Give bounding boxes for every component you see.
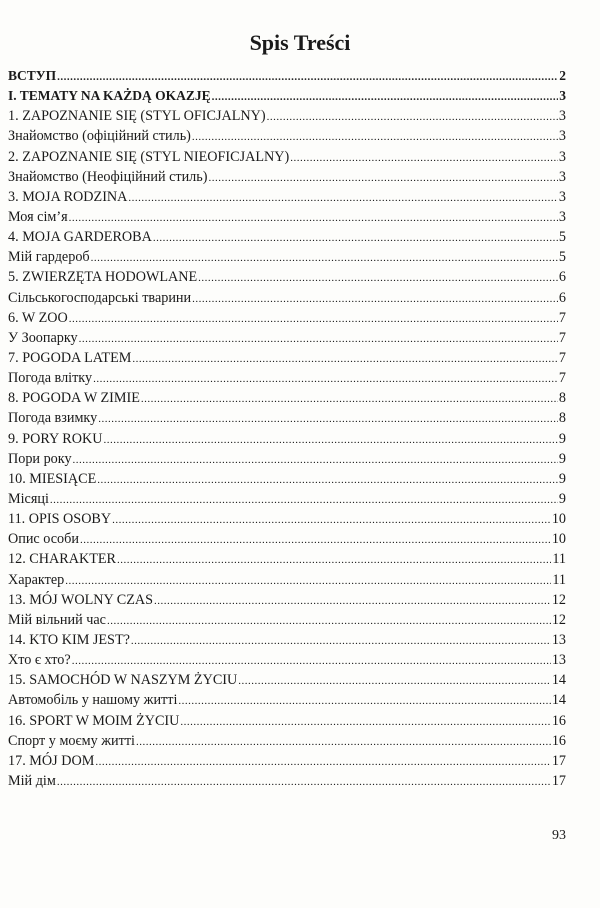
toc-entry-label: 9. PORY ROKU xyxy=(8,430,103,447)
toc-entry xyxy=(8,610,566,630)
toc-entry-label: Мій гардероб xyxy=(8,249,90,266)
dot-leader xyxy=(97,470,558,489)
toc-entry-page: 10 xyxy=(551,511,566,528)
toc-entry xyxy=(8,429,566,449)
toc-entry-page: 14 xyxy=(551,692,566,709)
dot-leader xyxy=(153,228,558,247)
toc-entry-page: 11 xyxy=(552,551,566,568)
dot-leader xyxy=(238,671,551,690)
toc-entry-label: Моя сім’я xyxy=(8,208,68,225)
toc-entry-label: 1. ZAPOZNANIE SIĘ (STYL OFICJALNY) xyxy=(8,108,266,125)
toc-entry-label: 5. ZWIERZĘTA HODOWLANE xyxy=(8,269,198,286)
dot-leader xyxy=(136,732,551,751)
toc-entry xyxy=(8,489,566,509)
toc-entry-page: 16 xyxy=(551,712,566,729)
dot-leader xyxy=(112,510,551,529)
table-of-contents xyxy=(8,66,566,791)
toc-entry-page: 7 xyxy=(558,370,566,387)
dot-leader xyxy=(80,530,551,549)
toc-entry-label: 11. OPIS OSOBY xyxy=(8,511,112,528)
toc-entry-page: 8 xyxy=(558,410,566,427)
dot-leader xyxy=(93,369,558,388)
toc-entry-page: 3 xyxy=(558,128,566,145)
dot-leader xyxy=(132,349,558,368)
dot-leader xyxy=(192,127,558,146)
toc-entry-page: 3 xyxy=(558,188,566,205)
dot-leader xyxy=(69,309,558,328)
toc-entry-page: 9 xyxy=(558,430,566,447)
toc-entry xyxy=(8,368,566,388)
toc-entry xyxy=(8,308,566,328)
dot-leader xyxy=(69,208,558,227)
toc-entry-label: Спорт у моєму житті xyxy=(8,732,135,749)
toc-entry xyxy=(8,529,566,549)
toc-entry xyxy=(8,751,566,771)
toc-entry-page: 10 xyxy=(551,531,566,548)
dot-leader xyxy=(57,772,551,791)
toc-entry-label: 14. KTO KIM JEST? xyxy=(8,631,130,648)
toc-entry xyxy=(8,650,566,670)
toc-entry-page: 17 xyxy=(551,752,566,769)
toc-entry xyxy=(8,348,566,368)
toc-entry-label: Сільськогосподарські тварини xyxy=(8,289,192,306)
toc-entry xyxy=(8,469,566,489)
dot-leader xyxy=(57,67,558,86)
dot-leader xyxy=(117,550,551,569)
toc-entry xyxy=(8,630,566,650)
page-title: Spis Treści xyxy=(249,30,351,55)
toc-entry xyxy=(8,570,566,590)
toc-entry xyxy=(8,106,566,126)
toc-entry-label: Знайомство (Неофіційний стиль) xyxy=(8,168,208,185)
dot-leader xyxy=(95,752,550,771)
toc-entry-page: 9 xyxy=(558,470,566,487)
toc-entry-label: Мій вільний час xyxy=(8,611,106,628)
toc-entry-page: 12 xyxy=(551,611,566,628)
toc-entry xyxy=(8,207,566,227)
toc-entry-page: 13 xyxy=(551,652,566,669)
toc-entry-page: 3 xyxy=(558,148,566,165)
dot-leader xyxy=(79,329,558,348)
toc-entry-page: 3 xyxy=(558,208,566,225)
toc-entry xyxy=(8,731,566,751)
dot-leader xyxy=(65,571,551,590)
toc-entry-page: 6 xyxy=(558,289,566,306)
toc-entry-page: 3 xyxy=(559,88,566,104)
toc-entry xyxy=(8,126,566,146)
dot-leader xyxy=(98,409,558,428)
toc-entry xyxy=(8,590,566,610)
dot-leader xyxy=(208,168,557,187)
dot-leader xyxy=(198,268,558,287)
dot-leader xyxy=(72,651,551,670)
toc-entry-page: 5 xyxy=(558,229,566,246)
toc-entry xyxy=(8,86,566,106)
page-number: 93 xyxy=(552,828,566,843)
toc-entry-label: Хто є хто? xyxy=(8,652,71,669)
toc-entry-page: 12 xyxy=(551,591,566,608)
toc-entry-label: 17. MÓJ DOM xyxy=(8,752,95,769)
toc-entry-page: 17 xyxy=(551,772,566,789)
dot-leader xyxy=(180,712,550,731)
toc-entry-label: Пори року xyxy=(8,450,72,467)
toc-entry-page: 6 xyxy=(558,269,566,286)
toc-entry-page: 7 xyxy=(558,329,566,346)
toc-entry-label: Місяці xyxy=(8,490,49,507)
toc-entry xyxy=(8,66,566,86)
toc-entry xyxy=(8,771,566,791)
dot-leader xyxy=(128,188,557,207)
toc-entry-label: 16. SPORT W MOIM ŻYCIU xyxy=(8,712,180,729)
toc-entry xyxy=(8,167,566,187)
toc-entry-page: 9 xyxy=(558,490,566,507)
toc-entry xyxy=(8,247,566,267)
toc-entry-label: ВСТУП xyxy=(8,68,57,83)
toc-entry xyxy=(8,690,566,710)
toc-entry-label: Автомобіль у нашому житті xyxy=(8,692,178,709)
dot-leader xyxy=(91,248,558,267)
toc-entry-label: 3. MOJA RODZINA xyxy=(8,188,128,205)
toc-entry xyxy=(8,388,566,408)
toc-entry-label: 15. SAMOCHÓD W NASZYM ŻYCIU xyxy=(8,672,238,689)
toc-entry-label: 7. POGODA LATEM xyxy=(8,349,132,366)
toc-entry-label: 6. W ZOO xyxy=(8,309,68,326)
dot-leader xyxy=(192,289,558,308)
toc-entry-label: Знайомство (офіційний стиль) xyxy=(8,128,191,145)
dot-leader xyxy=(103,430,557,449)
dot-leader xyxy=(178,691,550,710)
toc-entry-label: 13. MÓJ WOLNY CZAS xyxy=(8,591,154,608)
toc-entry-label: Погода взимку xyxy=(8,410,98,427)
toc-entry xyxy=(8,711,566,731)
toc-entry xyxy=(8,227,566,247)
dot-leader xyxy=(141,389,558,408)
toc-entry-label: 4. MOJA GARDEROBA xyxy=(8,229,152,246)
toc-entry-page: 3 xyxy=(558,168,566,185)
toc-entry-page: 16 xyxy=(551,732,566,749)
toc-entry xyxy=(8,187,566,207)
toc-entry-label: 10. MIESIĄCE xyxy=(8,470,97,487)
toc-entry xyxy=(8,449,566,469)
toc-entry-label: 12. CHARAKTER xyxy=(8,551,116,568)
toc-entry xyxy=(8,147,566,167)
toc-entry-page: 2 xyxy=(559,68,566,83)
dot-leader xyxy=(290,148,558,167)
toc-entry-page: 7 xyxy=(558,309,566,326)
dot-leader xyxy=(212,87,559,106)
toc-entry-page: 11 xyxy=(552,571,566,588)
toc-entry-label: У Зоопарку xyxy=(8,329,78,346)
toc-entry-label: I. TEMATY NA KAŻDĄ OKAZJĘ xyxy=(8,88,211,104)
toc-entry-label: 8. POGODA W ZIMIE xyxy=(8,390,140,407)
toc-entry-page: 5 xyxy=(558,249,566,266)
dot-leader xyxy=(131,631,551,650)
toc-entry-page: 13 xyxy=(551,631,566,648)
toc-entry-page: 9 xyxy=(558,450,566,467)
dot-leader xyxy=(107,611,551,630)
toc-entry-page: 7 xyxy=(558,349,566,366)
dot-leader xyxy=(267,107,558,126)
dot-leader xyxy=(154,591,551,610)
toc-entry xyxy=(8,509,566,529)
toc-entry-label: 2. ZAPOZNANIE SIĘ (STYL NIEOFICJALNY) xyxy=(8,148,290,165)
toc-entry-page: 3 xyxy=(558,108,566,125)
dot-leader xyxy=(50,490,558,509)
toc-entry xyxy=(8,670,566,690)
toc-entry-label: Погода влітку xyxy=(8,370,93,387)
toc-entry xyxy=(8,328,566,348)
toc-entry-label: Опис особи xyxy=(8,531,79,548)
toc-entry-label: Характер xyxy=(8,571,65,588)
toc-entry xyxy=(8,267,566,287)
toc-entry xyxy=(8,549,566,569)
toc-entry-page: 8 xyxy=(558,390,566,407)
dot-leader xyxy=(73,450,558,469)
toc-entry-label: Мій дім xyxy=(8,772,56,789)
toc-entry xyxy=(8,288,566,308)
toc-entry-page: 14 xyxy=(551,672,566,689)
toc-entry xyxy=(8,408,566,428)
